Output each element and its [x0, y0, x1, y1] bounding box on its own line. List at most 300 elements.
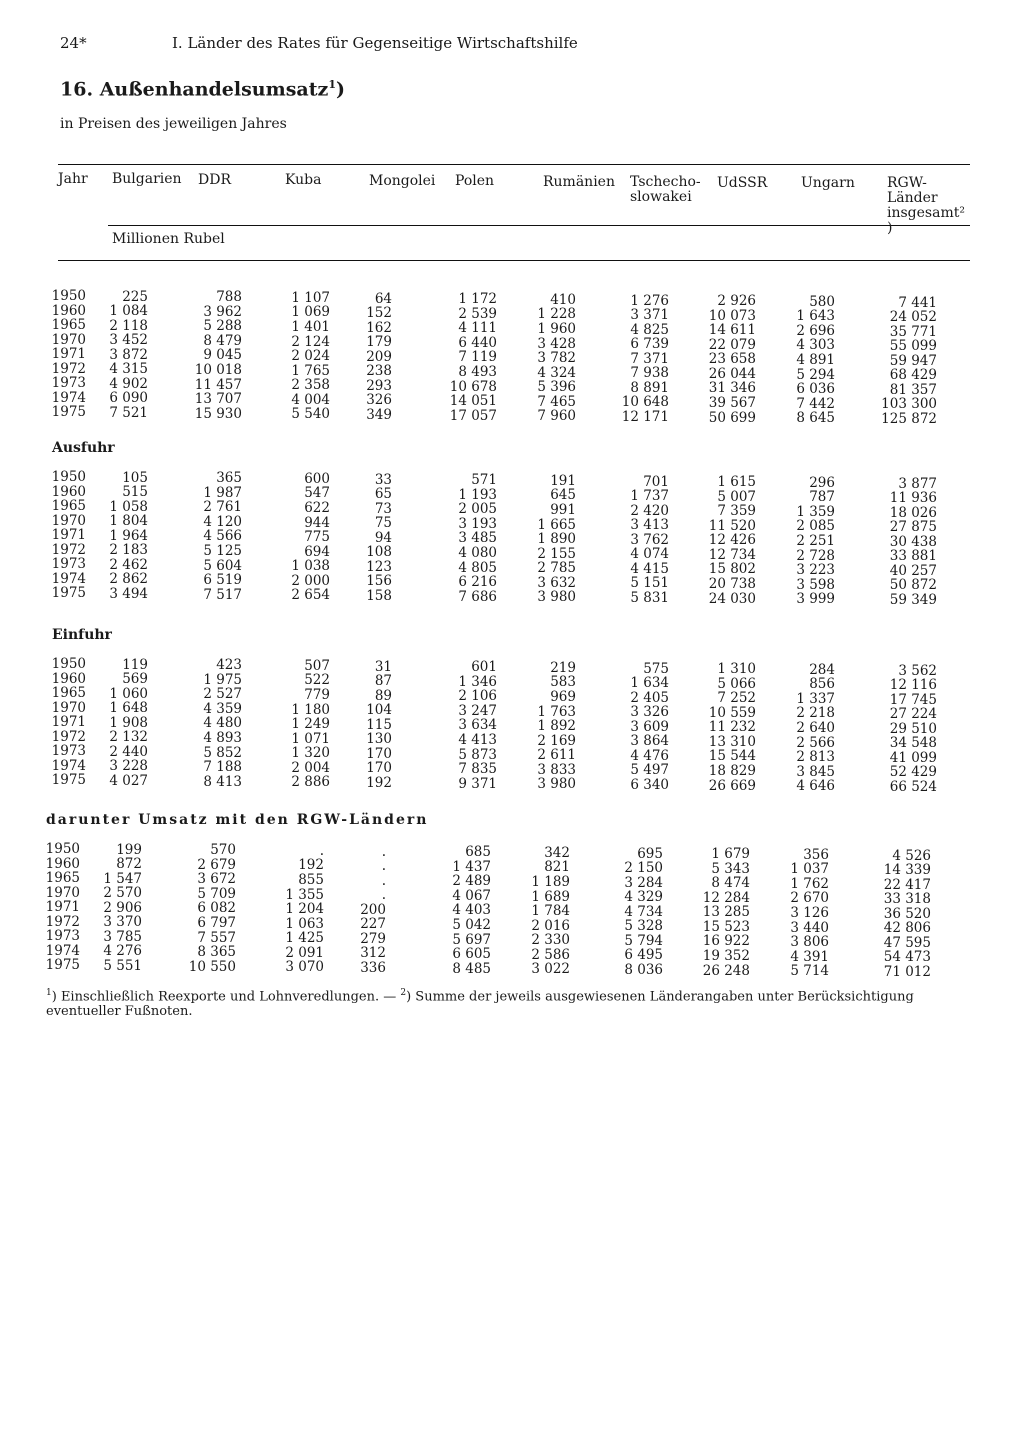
table-title: [60, 78, 345, 100]
cell-ungarn: 4 303: [796, 337, 835, 354]
cell-udssr: 5 343: [711, 860, 750, 877]
cell-ungarn: 4 891: [796, 352, 835, 369]
cell-polen: 7 119: [458, 349, 497, 366]
cell-kuba: 4 004: [291, 391, 330, 408]
cell-tschecho: 7 938: [630, 365, 669, 382]
cell-ungarn: 3 999: [796, 591, 835, 608]
cell-bulgarien: 569: [122, 671, 148, 688]
cell-kuba: 622: [304, 500, 330, 517]
cell-tschecho: 3 371: [630, 307, 669, 324]
cell-polen: 2 539: [458, 305, 497, 322]
cell-mongolei: .: [381, 858, 386, 875]
cell-udssr: 2 926: [717, 293, 756, 310]
cell-rgw: 4 526: [892, 847, 931, 864]
cell-ungarn: 3 440: [790, 919, 829, 936]
cell-rgw: 66 524: [889, 778, 937, 795]
cell-polen: 7 835: [458, 761, 497, 778]
cell-ddr: 1 987: [203, 484, 242, 501]
cell-tschecho: 2 420: [630, 502, 669, 519]
cell-rgw: 11 936: [889, 490, 937, 507]
cell-rgw: 22 417: [883, 876, 931, 893]
cell-kuba: 2 358: [291, 377, 330, 394]
cell-mongolei: 64: [374, 290, 392, 307]
cell-mongolei: 336: [360, 959, 386, 976]
cell-bulgarien: 7 521: [109, 405, 148, 422]
cell-mongolei: 158: [366, 587, 392, 604]
cell-bulgarien: 225: [122, 288, 148, 305]
cell-bulgarien: 3 785: [103, 928, 142, 945]
cell-rumaenien: 969: [550, 688, 576, 705]
cell-mongolei: 200: [360, 901, 386, 918]
table-number: 16.: [60, 78, 94, 101]
cell-bulgarien: 3 494: [109, 586, 148, 603]
cell-polen: 5 697: [452, 931, 491, 948]
cell-polen: 4 413: [458, 732, 497, 748]
cell-rumaenien: 1 189: [531, 873, 570, 890]
cell-bulgarien: 6 090: [109, 390, 148, 407]
cell-kuba: 1 765: [291, 362, 330, 379]
cell-ungarn: 1 337: [796, 690, 835, 707]
running-title: I. Länder des Rates für Gegenseitige Wirtschaftshilfe: [172, 34, 578, 52]
cell-polen: 4 111: [458, 320, 497, 337]
cell-rgw: 29 510: [889, 720, 937, 737]
cell-mongolei: 130: [366, 731, 392, 748]
unit-label: Millionen Rubel: [112, 231, 225, 247]
cell-polen: 9 371: [458, 775, 497, 792]
cell-udssr: 5 066: [717, 675, 756, 692]
cell-polen: 5 873: [458, 746, 497, 763]
cell-polen: 10 678: [449, 378, 497, 395]
cell-rumaenien: 7 465: [537, 393, 576, 410]
cell-ungarn: 2 218: [796, 705, 835, 722]
cell-ungarn: 1 643: [796, 308, 835, 325]
cell-udssr: 15 544: [708, 748, 756, 765]
cell-rgw: 68 429: [889, 367, 937, 384]
cell-ddr: 365: [216, 470, 242, 487]
cell-ddr: 5 288: [203, 318, 242, 335]
title-close-paren: ): [335, 78, 345, 101]
cell-polen: 685: [465, 844, 491, 861]
column-header-rgw: RGW- Länder insgesamt² ): [887, 175, 965, 236]
cell-polen: 1 437: [452, 858, 491, 875]
cell-udssr: 20 738: [708, 576, 756, 593]
cell-mongolei: 209: [366, 348, 392, 365]
cell-jahr: 1974: [45, 942, 80, 959]
cell-kuba: 1 355: [285, 886, 324, 903]
cell-polen: 4 080: [458, 545, 497, 561]
cell-rumaenien: 2 611: [537, 747, 576, 764]
cell-kuba: 547: [304, 485, 330, 502]
cell-tschecho: 6 739: [630, 336, 669, 353]
cell-ddr: 6 797: [197, 915, 236, 932]
cell-ddr: 7 517: [203, 586, 242, 603]
cell-rgw: 17 745: [889, 691, 937, 708]
cell-ddr: 10 018: [194, 362, 242, 379]
cell-kuba: 507: [304, 657, 330, 674]
cell-ddr: 6 519: [203, 572, 242, 589]
cell-udssr: 1 679: [711, 846, 750, 863]
cell-kuba: 1 071: [291, 730, 330, 747]
cell-jahr: 1971: [51, 527, 86, 544]
cell-mongolei: 326: [366, 392, 392, 409]
cell-ddr: 5 852: [203, 744, 242, 761]
cell-rumaenien: 5 396: [537, 379, 576, 396]
cell-kuba: 2 091: [285, 944, 324, 961]
cell-rgw: 18 026: [889, 504, 937, 521]
cell-bulgarien: 3 872: [109, 346, 148, 363]
cell-ddr: 4 566: [203, 528, 242, 545]
cell-polen: 2 106: [458, 688, 497, 705]
cell-ungarn: 856: [809, 676, 835, 693]
cell-mongolei: 33: [374, 471, 392, 488]
section-title: Einfuhr: [52, 627, 112, 643]
cell-kuba: 1 425: [285, 930, 324, 947]
cell-ddr: 9 045: [203, 347, 242, 364]
cell-rumaenien: 991: [550, 501, 576, 518]
cell-rgw: 81 357: [889, 381, 937, 398]
cell-jahr: 1973: [51, 375, 86, 392]
cell-kuba: 2 004: [291, 759, 330, 776]
cell-kuba: 192: [298, 857, 324, 874]
cell-kuba: 2 024: [291, 348, 330, 365]
cell-bulgarien: 2 462: [109, 556, 148, 573]
cell-kuba: 944: [304, 514, 330, 531]
column-header-mongolei: Mongolei: [369, 173, 436, 189]
cell-udssr: 26 248: [702, 962, 750, 979]
cell-tschecho: 575: [643, 660, 669, 677]
cell-bulgarien: 2 906: [103, 899, 142, 916]
cell-kuba: 1 038: [291, 558, 330, 575]
cell-udssr: 7 252: [717, 690, 756, 707]
cell-mongolei: 192: [366, 774, 392, 791]
cell-jahr: 1972: [51, 541, 86, 558]
cell-rumaenien: 342: [544, 844, 570, 861]
cell-mongolei: .: [381, 887, 386, 904]
cell-tschecho: 4 825: [630, 321, 669, 338]
cell-ungarn: 3 806: [790, 934, 829, 951]
cell-tschecho: 2 150: [624, 860, 663, 877]
cell-kuba: 600: [304, 470, 330, 487]
cell-ddr: 11 457: [194, 376, 242, 393]
cell-tschecho: 12 171: [621, 408, 669, 425]
cell-jahr: 1973: [51, 743, 86, 760]
cell-mongolei: .: [381, 843, 386, 860]
cell-bulgarien: 872: [116, 856, 142, 873]
cell-mongolei: 75: [374, 515, 392, 532]
cell-rumaenien: 1 763: [537, 703, 576, 720]
cell-udssr: 23 658: [708, 351, 756, 368]
cell-tschecho: 5 794: [624, 932, 663, 949]
cell-kuba: 855: [298, 872, 324, 889]
cell-rgw: 36 520: [883, 905, 931, 922]
cell-tschecho: 4 734: [624, 903, 663, 920]
cell-rumaenien: 1 689: [531, 888, 570, 905]
cell-ddr: 570: [210, 842, 236, 859]
cell-polen: 7 686: [458, 588, 497, 605]
cell-polen: 6 605: [452, 946, 491, 963]
cell-polen: 1 193: [458, 486, 497, 503]
cell-polen: 571: [471, 472, 497, 489]
cell-bulgarien: 1 908: [109, 714, 148, 731]
cell-jahr: 1972: [51, 728, 86, 745]
cell-mongolei: 179: [366, 334, 392, 351]
cell-bulgarien: 1 804: [109, 513, 148, 530]
cell-rumaenien: 2 330: [531, 932, 570, 949]
cell-tschecho: 3 413: [630, 517, 669, 534]
cell-jahr: 1970: [51, 331, 86, 348]
cell-rumaenien: 219: [550, 659, 576, 676]
cell-kuba: 5 540: [291, 406, 330, 423]
cell-tschecho: 5 151: [630, 575, 669, 592]
cell-jahr: 1950: [51, 656, 86, 672]
cell-polen: 2 005: [458, 501, 497, 518]
cell-jahr: 1965: [51, 498, 86, 515]
column-header-jahr: Jahr: [58, 171, 88, 187]
cell-rgw: 34 548: [889, 735, 937, 752]
cell-kuba: 1 320: [291, 745, 330, 762]
cell-rgw: 27 224: [889, 706, 937, 723]
cell-rgw: 50 872: [889, 577, 937, 594]
cell-tschecho: 10 648: [621, 394, 669, 411]
cell-ungarn: 2 566: [796, 734, 835, 751]
cell-rumaenien: 2 016: [531, 917, 570, 934]
cell-udssr: 22 079: [708, 336, 756, 353]
cell-kuba: 779: [304, 687, 330, 704]
cell-rumaenien: 3 428: [537, 335, 576, 352]
cell-mongolei: 293: [366, 377, 392, 394]
cell-kuba: 522: [304, 672, 330, 689]
cell-rumaenien: 3 782: [537, 350, 576, 367]
cell-bulgarien: 4 027: [109, 773, 148, 790]
cell-rgw: 71 012: [883, 963, 931, 980]
cell-rgw: 42 806: [883, 920, 931, 937]
footnotes: [46, 986, 976, 1019]
cell-jahr: 1960: [51, 670, 86, 687]
cell-rgw: 33 318: [883, 891, 931, 908]
cell-tschecho: 1 634: [630, 675, 669, 692]
cell-ddr: 2 527: [203, 686, 242, 703]
cell-mongolei: 31: [374, 658, 392, 675]
cell-bulgarien: 2 118: [109, 317, 148, 334]
cell-tschecho: 5 497: [630, 762, 669, 779]
cell-ungarn: 1 359: [796, 503, 835, 520]
cell-jahr: 1970: [51, 699, 86, 716]
cell-udssr: 1 310: [717, 661, 756, 678]
cell-rgw: 33 881: [889, 548, 937, 565]
cell-rumaenien: 2 155: [537, 545, 576, 562]
cell-rumaenien: 7 960: [537, 408, 576, 425]
cell-tschecho: 1 276: [630, 292, 669, 309]
cell-ddr: 4 893: [203, 730, 242, 747]
cell-jahr: 1960: [51, 302, 86, 319]
cell-kuba: 2 886: [291, 774, 330, 791]
cell-rgw: 40 257: [889, 562, 937, 579]
cell-rgw: 3 562: [898, 662, 937, 679]
cell-ddr: 15 930: [194, 405, 242, 422]
cell-ddr: 3 672: [197, 871, 236, 888]
cell-udssr: 11 232: [708, 719, 756, 736]
cell-kuba: 1 107: [291, 289, 330, 306]
cell-rgw: 14 339: [883, 862, 931, 879]
cell-ungarn: 1 762: [790, 875, 829, 892]
cell-tschecho: 3 864: [630, 733, 669, 750]
cell-ungarn: 1 037: [790, 861, 829, 878]
cell-tschecho: 4 415: [630, 560, 669, 577]
cell-udssr: 39 567: [708, 395, 756, 412]
cell-jahr: 1974: [51, 389, 86, 406]
cell-ungarn: 787: [809, 489, 835, 506]
header-rule: [108, 225, 970, 226]
cell-bulgarien: 1 547: [103, 870, 142, 887]
cell-kuba: 775: [304, 529, 330, 546]
cell-rumaenien: 645: [550, 487, 576, 504]
cell-mongolei: 94: [374, 529, 392, 546]
cell-tschecho: 8 036: [624, 961, 663, 978]
cell-bulgarien: 2 862: [109, 571, 148, 588]
cell-ungarn: 2 813: [796, 749, 835, 766]
cell-jahr: 1974: [51, 570, 86, 587]
cell-ddr: 3 962: [203, 303, 242, 320]
cell-rgw: 24 052: [889, 309, 937, 326]
cell-jahr: 1965: [51, 685, 86, 702]
cell-polen: 1 346: [458, 673, 497, 690]
cell-jahr: 1975: [51, 772, 86, 789]
cell-jahr: 1970: [45, 884, 80, 901]
cell-rgw: 30 438: [889, 533, 937, 550]
cell-polen: 3 634: [458, 717, 497, 734]
cell-ddr: 5 604: [203, 557, 242, 574]
cell-jahr: 1971: [51, 714, 86, 731]
cell-udssr: 31 346: [708, 380, 756, 397]
cell-ungarn: 2 728: [796, 547, 835, 564]
cell-jahr: 1972: [45, 913, 80, 930]
cell-polen: 5 042: [452, 917, 491, 933]
cell-kuba: 694: [304, 543, 330, 560]
cell-ungarn: 2 085: [796, 518, 835, 535]
cell-bulgarien: 1 964: [109, 527, 148, 544]
cell-rgw: 27 875: [889, 519, 937, 536]
cell-bulgarien: 105: [122, 469, 148, 486]
cell-rgw: 35 771: [889, 323, 937, 340]
cell-tschecho: 701: [643, 473, 669, 490]
footnote-1-text: ) Einschließlich Reexporte und Lohnveredlungen. —: [51, 989, 401, 1005]
cell-rumaenien: 821: [544, 859, 570, 876]
cell-polen: 2 489: [452, 873, 491, 890]
cell-ungarn: 3 223: [796, 562, 835, 579]
cell-udssr: 7 359: [717, 503, 756, 520]
cell-rumaenien: 3 632: [537, 574, 576, 591]
cell-ddr: 4 120: [203, 513, 242, 530]
cell-ddr: 5 709: [197, 885, 236, 902]
cell-mongolei: 73: [374, 500, 392, 517]
footnote-mark: 1: [328, 78, 336, 91]
cell-rgw: 55 099: [889, 338, 937, 355]
cell-mongolei: 238: [366, 363, 392, 380]
cell-mongolei: 89: [374, 687, 392, 704]
table-title-text: Außenhandelsumsatz: [99, 78, 329, 101]
cell-bulgarien: 119: [122, 656, 148, 673]
cell-udssr: 10 073: [708, 307, 756, 324]
column-header-ungarn: Ungarn: [801, 175, 855, 191]
footnote-2-text: ) Summe der jeweils ausgewiesenen Länderangaben unter Berücksichtigung eventueller Fußnoten.: [46, 989, 914, 1020]
cell-mongolei: 104: [366, 702, 392, 719]
page-number: 24*: [60, 34, 87, 52]
column-header-ddr: DDR: [198, 172, 231, 188]
cell-rumaenien: 2 586: [531, 946, 570, 963]
cell-bulgarien: 5 551: [103, 958, 142, 975]
cell-jahr: 1973: [51, 556, 86, 573]
cell-ddr: 788: [216, 289, 242, 306]
cell-rumaenien: 3 980: [537, 776, 576, 793]
cell-ddr: 7 557: [197, 929, 236, 946]
cell-jahr: 1950: [51, 469, 86, 485]
cell-mongolei: 152: [366, 305, 392, 322]
cell-tschecho: 6 340: [630, 776, 669, 793]
column-header-kuba: Kuba: [285, 172, 322, 188]
cell-udssr: 12 734: [708, 546, 756, 563]
cell-polen: 3 247: [458, 702, 497, 719]
cell-ddr: 423: [216, 657, 242, 674]
cell-kuba: 1 180: [291, 701, 330, 718]
table-subtitle: in Preisen des jeweiligen Jahres: [60, 116, 287, 132]
cell-udssr: 16 922: [702, 933, 750, 950]
section-title: Ausfuhr: [52, 440, 115, 456]
cell-udssr: 1 615: [717, 474, 756, 491]
cell-jahr: 1950: [51, 288, 86, 304]
cell-ddr: 2 761: [203, 499, 242, 516]
cell-ungarn: 7 442: [796, 395, 835, 412]
cell-kuba: 2 000: [291, 572, 330, 589]
cell-ddr: 8 413: [203, 773, 242, 790]
cell-polen: 601: [471, 659, 497, 676]
cell-rgw: 12 116: [889, 677, 937, 694]
cell-mongolei: 170: [366, 760, 392, 777]
cell-rumaenien: 1 890: [537, 531, 576, 548]
cell-tschecho: 4 074: [630, 546, 669, 563]
cell-bulgarien: 2 183: [109, 542, 148, 559]
cell-ddr: 8 479: [203, 332, 242, 349]
cell-jahr: 1975: [51, 404, 86, 421]
cell-udssr: 8 474: [711, 875, 750, 892]
cell-polen: 3 193: [458, 515, 497, 532]
cell-rgw: 41 099: [889, 749, 937, 766]
cell-rumaenien: 2 785: [537, 560, 576, 577]
cell-polen: 8 485: [452, 960, 491, 977]
cell-jahr: 1974: [51, 757, 86, 774]
cell-rgw: 125 872: [881, 410, 937, 427]
cell-rumaenien: 191: [550, 472, 576, 489]
cell-ddr: 2 679: [197, 856, 236, 873]
cell-rgw: 47 595: [883, 934, 931, 951]
cell-polen: 3 485: [458, 530, 497, 547]
cell-bulgarien: 3 452: [109, 332, 148, 349]
cell-rumaenien: 1 228: [537, 306, 576, 323]
cell-mongolei: 170: [366, 745, 392, 762]
cell-ddr: 7 188: [203, 759, 242, 776]
cell-polen: 6 440: [458, 334, 497, 351]
cell-polen: 1 172: [458, 291, 497, 308]
cell-ungarn: 2 640: [796, 720, 835, 737]
cell-ungarn: 5 294: [796, 366, 835, 383]
cell-kuba: .: [319, 842, 324, 859]
cell-rumaenien: 3 022: [531, 961, 570, 978]
cell-kuba: 3 070: [285, 959, 324, 976]
cell-udssr: 24 030: [708, 590, 756, 607]
cell-bulgarien: 1 648: [109, 700, 148, 717]
cell-bulgarien: 2 570: [103, 885, 142, 902]
cell-kuba: 1 401: [291, 319, 330, 336]
cell-ungarn: 2 696: [796, 322, 835, 339]
